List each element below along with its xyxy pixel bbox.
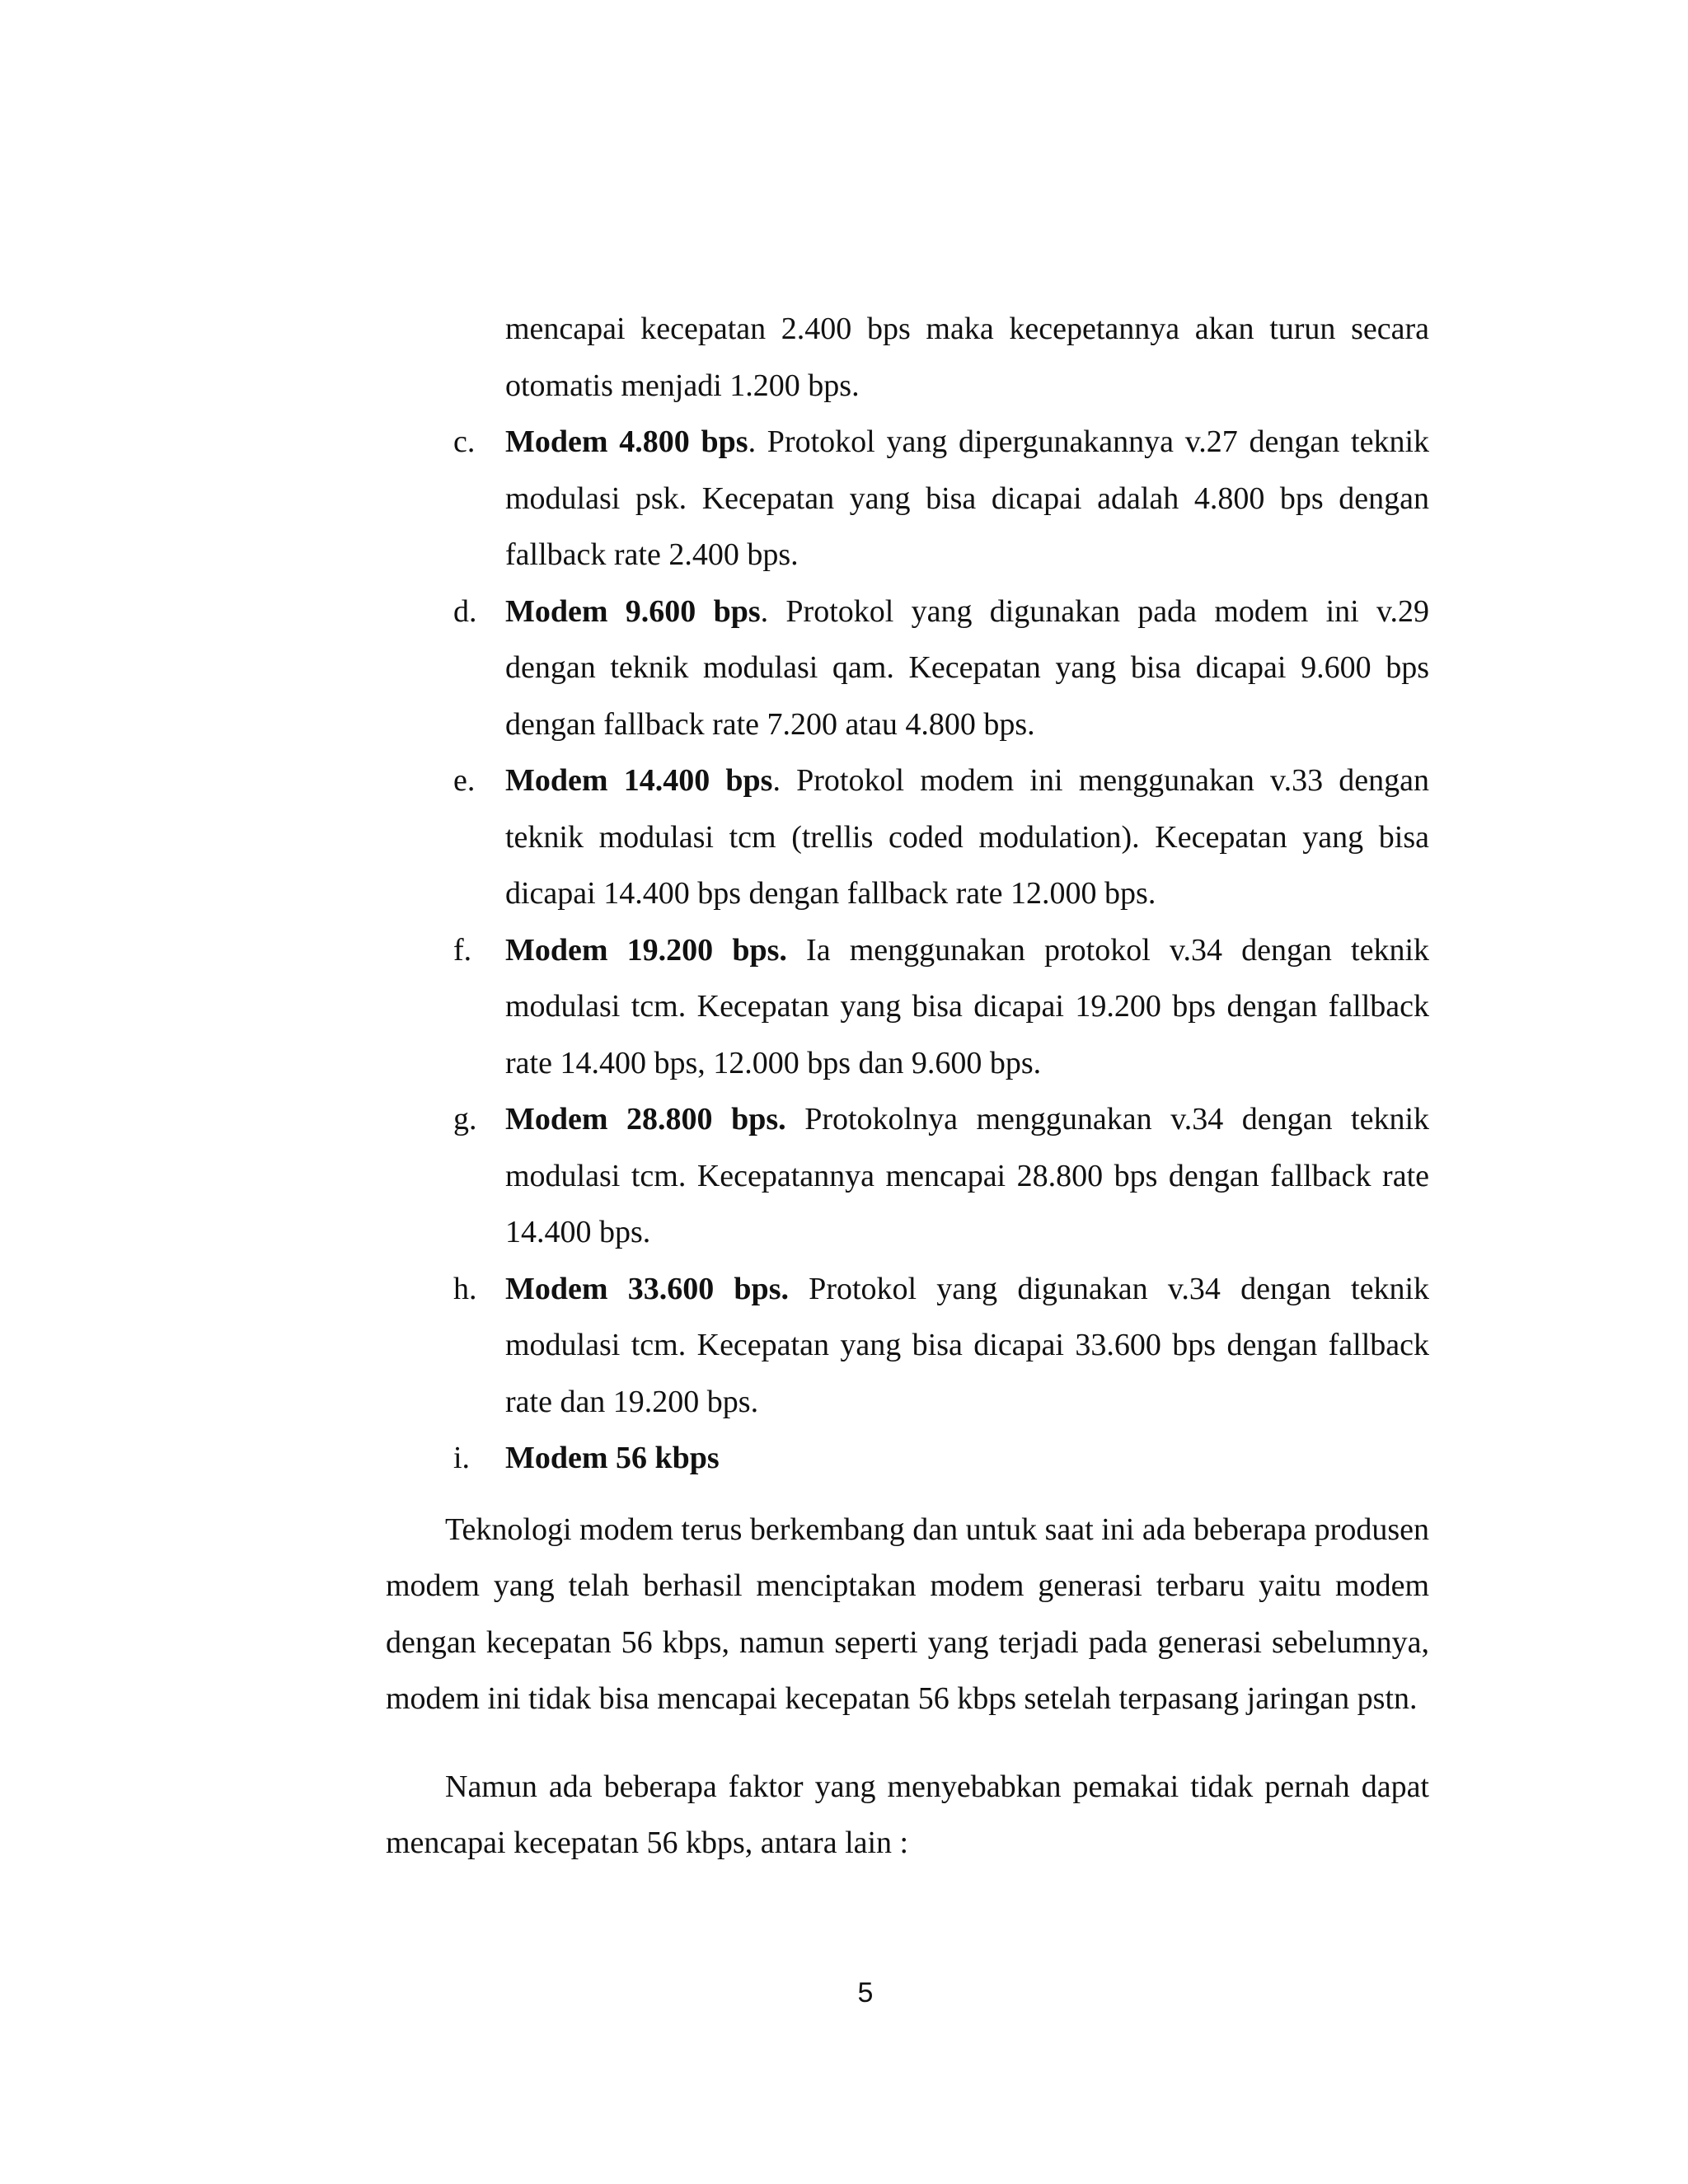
list-marker: h. (453, 1271, 477, 1306)
list-item (386, 1091, 1429, 1261)
page-number: 5 (857, 1977, 874, 2008)
list-item-title: Modem 33.600 bps. (505, 1271, 789, 1306)
list-marker: e. (453, 763, 476, 798)
modem-list (386, 414, 1429, 1487)
paragraph: Namun ada beberapa faktor yang menyebabkan pemakai tidak pernah dapat mencapai kecepatan 56 kbps, antara lain : (386, 1769, 1429, 1860)
list-item-title: Modem 14.400 bps (505, 763, 773, 798)
list-item (386, 414, 1429, 583)
continued-list-text: mencapai kecepatan 2.400 bps maka kecepetannya akan turun secara otomatis menjadi 1.200 bps. (505, 312, 1429, 403)
list-marker: c. (453, 424, 476, 459)
paragraph: Teknologi modem terus berkembang dan untuk saat ini ada beberapa produsen modem yang telah berhasil menciptakan modem generasi terbaru yaitu modem dengan kecepatan 56 kbps, namun seperti yang terjadi pada generasi sebelumnya, modem ini tidak bisa mencapai kecepatan 56 kbps setelah terpasang jaringan pstn. (386, 1511, 1429, 1716)
list-item-text: Protokol yang digunakan v.34 dengan teknik modulasi tcm. Kecepatan yang bisa dicapai 33.600 bps dengan fallback rate dan 19.200 bps. (505, 1271, 1429, 1419)
list-item (386, 922, 1429, 1092)
list-item (386, 752, 1429, 922)
list-marker: d. (453, 593, 477, 629)
list-item-title: Modem 56 kbps (505, 1441, 720, 1475)
list-marker: g. (453, 1102, 477, 1137)
list-item-text: Protokol yang dipergunakannya v.27 dengan teknik modulasi psk. Kecepatan yang bisa dicapai adalah 4.800 bps dengan fallback rate 2.400 bps. (505, 424, 1429, 572)
list-item-text: Ia menggunakan protokol v.34 dengan teknik modulasi tcm. Kecepatan yang bisa dicapai 19.200 bps dengan fallback rate 14.400 bps, 12.000 bps dan 9.600 bps. (505, 932, 1429, 1080)
list-item-separator: . (772, 763, 781, 798)
list-item-text: Protokol yang digunakan pada modem ini v.29 dengan teknik modulasi qam. Kecepatan yang bisa dicapai 9.600 bps dengan fallback rate 7.200 atau 4.800 bps. (505, 593, 1430, 742)
list-item-title: Modem 9.600 bps (505, 593, 761, 629)
body-text (386, 301, 1429, 1903)
list-item (386, 1430, 1429, 1487)
list-item (386, 1261, 1429, 1431)
list-item-separator: . (760, 593, 769, 629)
list-marker: i. (453, 1441, 471, 1475)
list-item (386, 583, 1429, 753)
list-item-title: Modem 19.200 bps. (505, 932, 787, 968)
list-item-separator: . (748, 424, 757, 459)
list-item-text: Protokol modem ini menggunakan v.33 dengan teknik modulasi tcm (trellis coded modulation). Kecepatan yang bisa dicapai 14.400 bps dengan fallback rate 12.000 bps. (505, 763, 1429, 911)
list-item-title: Modem 28.800 bps. (505, 1102, 786, 1137)
list-item-text: Protokolnya menggunakan v.34 dengan teknik modulasi tcm. Kecepatannya mencapai 28.800 bps dengan fallback rate 14.400 bps. (505, 1102, 1430, 1249)
list-item-title: Modem 4.800 bps (505, 424, 748, 459)
list-marker: f. (453, 932, 472, 968)
